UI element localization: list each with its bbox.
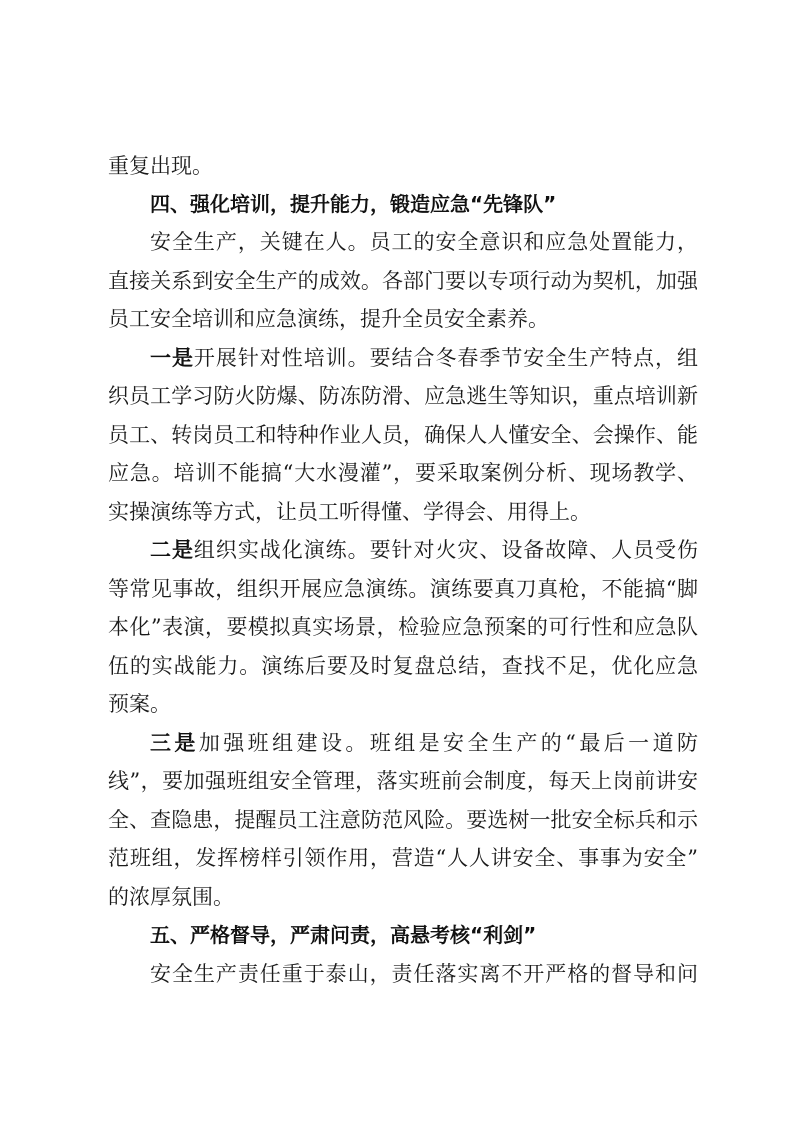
paragraph-line: 实操演练等方式，让员工听得懂、学得会、用得上。	[108, 500, 591, 524]
paragraph-line: 预案。	[108, 692, 171, 716]
paragraph-line	[108, 338, 698, 378]
paragraph-line	[108, 723, 698, 763]
paragraph-line: 本化”表演，要模拟真实场景，检验应急预案的可行性和应急队	[108, 615, 698, 639]
paragraph-line	[108, 530, 698, 570]
paragraph-line: 应急。培训不能搞“大水漫灌”，要采取案例分析、现场教学、	[108, 461, 698, 485]
paragraph-line: 重复出现。	[108, 154, 213, 178]
paragraph-line: 织员工学习防火防爆、防冻防滑、应急逃生等知识，重点培训新	[108, 384, 698, 408]
paragraph-line: 的浓厚氛围。	[108, 885, 234, 909]
paragraph-line: 伍的实战能力。演练后要及时复盘总结，查找不足，优化应急	[108, 654, 698, 678]
paragraph-line: 安全生产责任重于泰山，责任落实离不开严格的督导和问	[150, 962, 698, 986]
paragraph-line: 线”，要加强班组安全管理，落实班前会制度，每天上岗前讲安	[108, 769, 698, 793]
paragraph-line: 员工、转岗员工和特种作业人员，确保人人懂安全、会操作、能	[108, 423, 698, 447]
point-lead: 二是	[150, 538, 194, 562]
paragraph-line: 全、查隐患，提醒员工注意防范风险。要选树一批安全标兵和示	[108, 808, 698, 832]
point-lead: 三是	[150, 731, 199, 755]
paragraph-line: 等常见事故，组织开展应急演练。演练要真刀真枪，不能搞“脚	[108, 577, 698, 601]
paragraph-line: 直接关系到安全生产的成效。各部门要以专项行动为契机，加强	[108, 269, 698, 293]
point-text: 开展针对性培训。要结合冬春季节安全生产特点，组	[193, 346, 698, 370]
point-lead: 一是	[150, 346, 194, 370]
section-heading-4: 四、强化培训，提升能力，锻造应急“先锋队”	[150, 192, 557, 216]
paragraph-line: 员工安全培训和应急演练，提升全员安全素养。	[108, 307, 549, 331]
paragraph-line: 安全生产，关键在人。员工的安全意识和应急处置能力，	[150, 230, 698, 254]
paragraph-line: 范班组，发挥榜样引领作用，营造“人人讲安全、事事为安全”	[108, 846, 698, 870]
point-text: 加强班组建设。班组是安全生产的“最后一道防	[198, 731, 698, 755]
section-heading-5: 五、严格督导，严肃问责，高悬考核“利剑”	[150, 923, 537, 947]
point-text: 组织实战化演练。要针对火灾、设备故障、人员受伤	[193, 538, 698, 562]
